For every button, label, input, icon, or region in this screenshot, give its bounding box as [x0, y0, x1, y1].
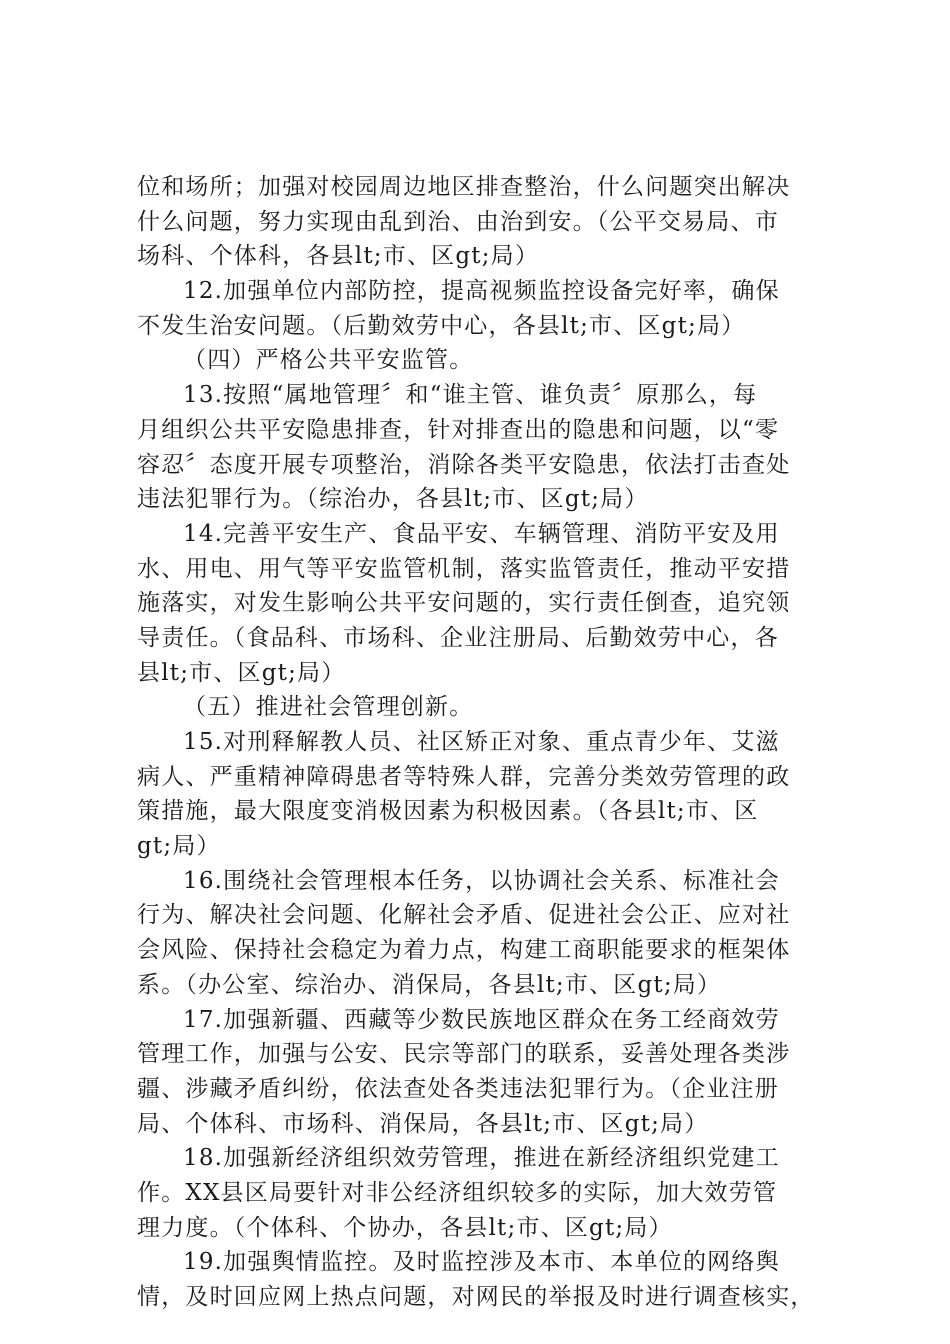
text-line: 什么问题，努力实现由乱到治、由治到安。（公平交易局、市 [137, 208, 779, 235]
text-line: 情，及时回应网上热点问题，对网民的举报及时进行调查核实， [137, 1284, 815, 1310]
text-line: gt;局） [137, 833, 221, 860]
text-line: 容忍〞态度开展专项整治，消除各类平安隐患，依法打击查处 [137, 451, 791, 478]
text-line: 违法犯罪行为。（综治办，各县lt;市、区gt;局） [137, 486, 649, 513]
document-body [137, 170, 827, 1315]
text-line: 会风险、保持社会稳定为着力点，构建工商职能要求的框架体 [137, 937, 791, 964]
text-line: （五）推进社会管理创新。 [183, 694, 474, 721]
text-line: 系。（办公室、综治办、消保局，各县lt;市、区gt;局） [137, 971, 722, 998]
text-line: （四）严格公共平安监管。 [183, 347, 474, 374]
text-line: 12.加强单位内部防控，提高视频监控设备完好率，确保 [183, 278, 780, 305]
text-line: 导责任。（食品科、市场科、企业注册局、后勤效劳中心，各 [137, 624, 779, 651]
text-line: 19.加强舆情监控。及时监控涉及本市、本单位的网络舆 [183, 1249, 780, 1276]
text-line: 15.对刑释解教人员、社区矫正对象、重点青少年、艾滋 [183, 729, 780, 755]
text-line: 不发生治安问题。（后勤效劳中心，各县lt;市、区gt;局） [137, 312, 746, 339]
text-line: 18.加强新经济组织效劳管理，推进在新经济组织党建工 [183, 1145, 780, 1172]
text-line: 县lt;市、区gt;局） [137, 659, 346, 686]
text-line: 13.按照“属地管理〞和“谁主管、谁负责〞原那么，每 [183, 382, 758, 409]
text-line: 水、用电、用气等平安监管机制，落实监管责任，推动平安措 [137, 555, 791, 582]
text-line: 位和场所；加强对校园周边地区排查整治，什么问题突出解决 [137, 174, 791, 200]
text-line: 理力度。（个体科、个协办，各县lt;市、区gt;局） [137, 1214, 673, 1241]
text-line: 14.完善平安生产、食品平安、车辆管理、消防平安及用 [183, 520, 780, 547]
text-line: 策措施，最大限度变消极因素为积极因素。（各县lt;市、区 [137, 798, 759, 825]
text-line: 16.围绕社会管理根本任务，以协调社会关系、标准社会 [183, 867, 780, 894]
text-line: 施落实，对发生影响公共平安问题的，实行责任倒查，追究领 [137, 590, 791, 617]
text-line: 行为、解决社会问题、化解社会矛盾、促进社会公正、应对社 [137, 902, 791, 929]
text-line: 场科、个体科，各县lt;市、区gt;局） [137, 243, 540, 270]
text-line: 病人、严重精神障碍患者等特殊人群，完善分类效劳管理的政 [137, 763, 791, 790]
text-line: 17.加强新疆、西藏等少数民族地区群众在务工经商效劳 [183, 1006, 780, 1033]
text-line: 局、个体科、市场科、消保局，各县lt;市、区gt;局） [137, 1110, 709, 1137]
text-line: 疆、涉藏矛盾纠纷，依法查处各类违法犯罪行为。（企业注册 [137, 1075, 779, 1102]
text-line: 管理工作，加强与公安、民宗等部门的联系，妥善处理各类涉 [137, 1041, 791, 1068]
text-line: 作。XX县区局要针对非公经济组织较多的实际，加大效劳管 [137, 1179, 778, 1206]
text-line: 月组织公共平安隐患排查，针对排查出的隐患和问题，以“零 [137, 416, 780, 443]
